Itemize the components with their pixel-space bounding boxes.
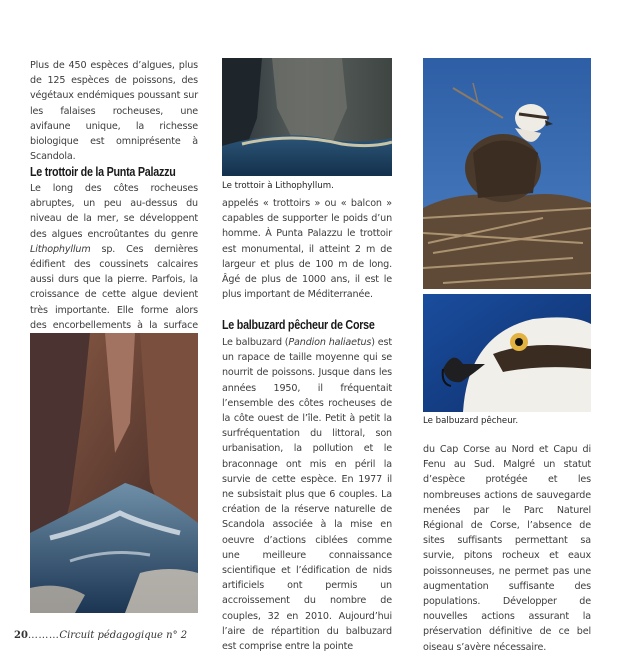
trottoir-continued-paragraph: appelés « trottoirs » ou « balcon » capables de supporter le poids d’un homme. À Punta Palazzu le trottoir est monumental, il atteint 2 m de largeur et plus de 100 m de long. Âgé de plus de 1000 ans, il est le plus important de Méditerranée. [222, 198, 392, 301]
heading-balbuzard: Le balbuzard pêcheur de Corse [222, 318, 375, 332]
osprey-head-photo [423, 294, 591, 412]
footer-dots: ……… [27, 630, 60, 641]
caption-lithophyllum: Le trottoir à Lithophyllum. [222, 181, 334, 191]
lithophyllum-trottoir-photo [222, 58, 392, 176]
balbuzard-paragraph: Le balbuzard (Pandion haliaetus) est un rapace de taille moyenne qui se nourrit de poissons. Jusque dans les années 1950, il fréquentait l’ensemble des côtes rocheuses de la côte ouest de l’île. Petit à petit la surfréquentation du littoral, son urbanisation, la pollution et le braconnage ont mis en péril la survie de cette espèce. En 1977 il ne subsistait plus que 6 couples. La création de la réserve naturelle de Scandola associée à la mise en oeuvre d’actions ciblées comme une meilleure connaissance scientifique et l’édification de nids artificiels ont permis un accroissement du nombre de couples, 32 en 2010. Aujourd’hui l’aire de répartition du balbuzard est comprise entre la pointe [222, 337, 392, 653]
osprey-nest-photo [423, 58, 591, 289]
caption-balbuzard: Le balbuzard pêcheur. [423, 416, 519, 426]
footer-title: Circuit pédagogique n° 2 [59, 630, 188, 641]
page-number: 20 [14, 630, 28, 641]
coast-gorge-photo [30, 333, 198, 613]
heading-trottoir: Le trottoir de la Punta Palazzu [30, 165, 176, 179]
balbuzard-continued-paragraph: du Cap Corse au Nord et Capu di Fenu au Sud. Malgré un statut d’espèce protégée et les nombreuses actions de sauvegarde menées par le Parc Naturel Régional de Corse, l’absence de sites suffisants permettant sa survie, pitons rocheux et eaux poissonneuses, ne permet pas une augmentation suffisante des populations. Développer de nouvelles actions assurant la préservation définitive de ce bel oiseau s’avère nécessaire. [423, 444, 591, 653]
intro-paragraph: Plus de 450 espèces d’algues, plus de 125 espèces de poissons, des végétaux endémiques poussant sur les falaises rocheuses, une avifaune unique, la richesse biologique est omniprésente à Scandola. [30, 60, 198, 163]
page-footer [14, 630, 187, 641]
trottoir-paragraph: Le long des côtes rocheuses abruptes, un peu au-dessus du niveau de la mer, se développent des algues encroûtantes du genre Lithophyllum sp. Ces dernières édifient des coussinets calcaires aussi durs que la pierre. Parfois, la croissance de cette algue devient très importante. Elle forme alors des encorbellements à la surface [30, 183, 198, 331]
